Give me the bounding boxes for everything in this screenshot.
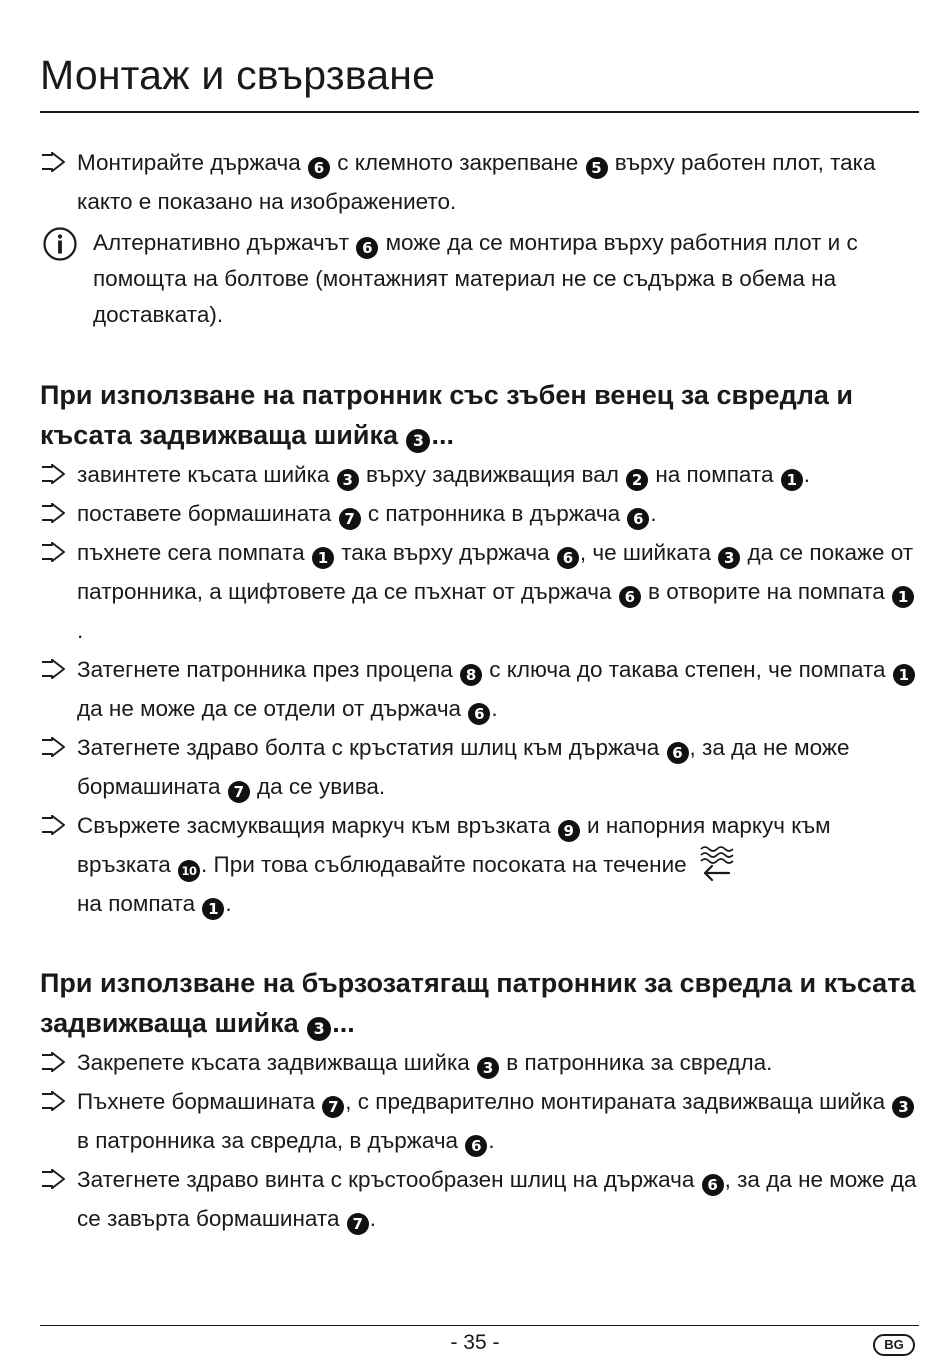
- intro-step: [40, 143, 920, 221]
- part-number-badge: 10: [178, 860, 200, 882]
- step-text: на помпата: [77, 891, 202, 916]
- step-text: .: [650, 501, 657, 526]
- part-number-badge: 6: [627, 508, 649, 530]
- page-number: - 35 -: [450, 1331, 500, 1354]
- step-text: Монтирайте държача: [77, 150, 307, 175]
- part-number-badge: 6: [468, 703, 490, 725]
- arrow-bullet-icon: [40, 464, 66, 484]
- step-text: така върху държача: [334, 540, 556, 565]
- part-number-badge: 6: [702, 1174, 724, 1196]
- part-number-badge: 7: [322, 1096, 344, 1118]
- page-content: [40, 143, 920, 1238]
- part-number-badge: 6: [308, 157, 330, 179]
- part-number-badge: 3: [307, 1017, 331, 1041]
- arrow-bullet-icon: [40, 542, 66, 562]
- page-title: Монтаж и свързване: [40, 52, 436, 98]
- step-text: Закрепете късата задвижваща шийка: [77, 1050, 477, 1075]
- arrow-bullet-icon: [40, 1052, 66, 1072]
- part-number-badge: 1: [781, 469, 803, 491]
- part-number-badge: 9: [558, 820, 580, 842]
- part-number-badge: 6: [465, 1135, 487, 1157]
- part-number-badge: 7: [347, 1213, 369, 1235]
- heading-text: При използване на патронник със зъбен венец за свредла и късата задвижваща шийка: [40, 380, 853, 450]
- step-text: . При това съблюдавайте посоката на течение: [201, 852, 687, 877]
- part-number-badge: 2: [626, 469, 648, 491]
- step-text: .: [491, 696, 498, 721]
- step-text: върху работен плот, така както е показано на изображението.: [77, 150, 876, 214]
- part-number-badge: 8: [460, 664, 482, 686]
- step-item: [40, 806, 920, 923]
- step-text: завинтете късата шийка: [77, 462, 336, 487]
- info-note: [40, 225, 920, 333]
- step-text: в патронника за свредла, в държача: [77, 1128, 465, 1153]
- step-item: [40, 1082, 920, 1160]
- step-text: поставете бормашината: [77, 501, 338, 526]
- arrow-bullet-icon: [40, 659, 66, 679]
- part-number-badge: 6: [557, 547, 579, 569]
- step-text: с патронника в държача: [361, 501, 627, 526]
- part-number-badge: 3: [477, 1057, 499, 1079]
- part-number-badge: 3: [406, 429, 430, 453]
- step-text: Затегнете здраво винта с кръстообразен шлиц на държача: [77, 1167, 701, 1192]
- arrow-bullet-icon: [40, 503, 66, 523]
- step-text: , за да не може да се завърта бормашината: [77, 1167, 917, 1231]
- language-badge: BG: [873, 1334, 915, 1356]
- part-number-badge: 6: [356, 237, 378, 259]
- heading-text: ...: [431, 420, 454, 450]
- step-text: Затегнете патронника през процепа: [77, 657, 460, 682]
- part-number-badge: 1: [893, 664, 915, 686]
- part-number-badge: 3: [718, 547, 740, 569]
- step-item: [40, 533, 920, 650]
- step-text: .: [77, 618, 84, 643]
- step-text: върху задвижващия вал: [359, 462, 626, 487]
- step-text: да не може да се отдели от държача: [77, 696, 468, 721]
- step-text: и напорния маркуч към връзката: [77, 813, 831, 877]
- part-number-badge: 3: [337, 469, 359, 491]
- step-item: [40, 1043, 920, 1082]
- title-divider: [40, 111, 919, 113]
- step-text: Затегнете здраво болта с кръстатия шлиц към държача: [77, 735, 666, 760]
- arrow-bullet-icon: [40, 1169, 66, 1189]
- step-text: .: [369, 1206, 376, 1231]
- part-number-badge: 6: [619, 586, 641, 608]
- part-number-badge: 3: [892, 1096, 914, 1118]
- part-number-badge: 7: [228, 781, 250, 803]
- section-heading-quick-chuck: [40, 963, 920, 1043]
- part-number-badge: 7: [339, 508, 361, 530]
- info-text: Алтернативно държачът: [93, 230, 356, 255]
- arrow-bullet-icon: [40, 1091, 66, 1111]
- step-item: [40, 728, 920, 806]
- part-number-badge: 1: [312, 547, 334, 569]
- step-text: с ключа до такава степен, че помпата: [483, 657, 892, 682]
- arrow-bullet-icon: [40, 815, 66, 835]
- step-item: [40, 455, 920, 494]
- info-text: може да се монтира върху работния плот и с помощта на болтове (монтажният материал не се съдържа в обема на доставката).: [93, 230, 858, 327]
- arrow-bullet-icon: [40, 152, 66, 172]
- step-text: в патронника за свредла.: [500, 1050, 773, 1075]
- step-text: Свържете засмукващия маркуч към връзката: [77, 813, 557, 838]
- step-text: .: [488, 1128, 495, 1153]
- step-text: , за да не може бормашината: [77, 735, 850, 799]
- step-text: .: [225, 891, 232, 916]
- footer-divider: [40, 1325, 919, 1326]
- part-number-badge: 1: [202, 898, 224, 920]
- step-item: [40, 494, 920, 533]
- part-number-badge: 1: [892, 586, 914, 608]
- step-text: пъхнете сега помпата: [77, 540, 311, 565]
- step-item: [40, 1160, 920, 1238]
- step-text: да се покаже от патронника, а щифтовете да се пъхнат от държача: [77, 540, 914, 604]
- step-item: [40, 650, 920, 728]
- step-text: .: [803, 462, 810, 487]
- step-text: в отворите на помпата: [641, 579, 892, 604]
- part-number-badge: 6: [667, 742, 689, 764]
- heading-text: ...: [332, 1008, 355, 1038]
- section-heading-gear-chuck: [40, 375, 920, 455]
- heading-text: При използване на бързозатягащ патронник за свредла и късата задвижваща шийка: [40, 968, 916, 1038]
- part-number-badge: 5: [586, 157, 608, 179]
- step-text: на помпата: [649, 462, 780, 487]
- step-text: , че шийката: [579, 540, 718, 565]
- info-icon: [42, 226, 78, 262]
- arrow-bullet-icon: [40, 737, 66, 757]
- step-text: да се увива.: [250, 774, 386, 799]
- flow-direction-icon: [695, 843, 735, 883]
- step-text: с клемното закрепване: [331, 150, 585, 175]
- step-text: Пъхнете бормашината: [77, 1089, 322, 1114]
- step-text: , с предварително монтираната задвижваща шийка: [345, 1089, 892, 1114]
